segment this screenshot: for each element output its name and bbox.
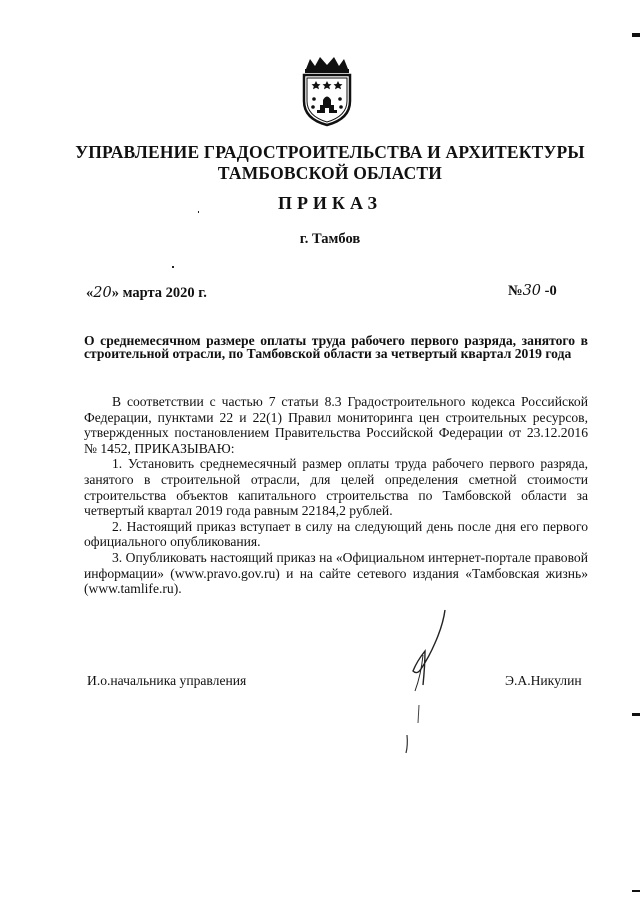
document-type: ПРИКАЗ bbox=[277, 193, 383, 213]
document-date bbox=[86, 285, 207, 302]
scan-speck bbox=[172, 266, 174, 268]
document-number bbox=[508, 283, 557, 300]
organization-name-line2: ТАМБОВСКОЙ ОБЛАСТИ bbox=[217, 163, 443, 183]
scan-speck bbox=[198, 211, 199, 213]
scan-edge-mark bbox=[632, 33, 640, 37]
date-open-quote: « bbox=[86, 285, 94, 301]
number-prefix: № bbox=[508, 283, 523, 299]
scan-edge-mark bbox=[632, 713, 640, 716]
handwritten-signature bbox=[395, 605, 455, 760]
document-subject: О среднемесячном размере оплаты труда рабочего первого разряда, занятого в строительной отрасли, по Тамбовской области за четвертый квартал 2019 года bbox=[84, 333, 588, 361]
paragraph-item-1: 1. Установить среднемесячный размер оплаты труда рабочего первого разряда, занятого в строительной отрасли, для целей определения сметной стоимости строительства объектов капитального строительства по Тамбовской области за четвертый квартал 2019 года равным 22184,2 рублей. bbox=[84, 456, 588, 519]
date-day-handwritten: 20 bbox=[93, 285, 112, 301]
signatory-position: И.о.начальника управления bbox=[87, 673, 247, 688]
paragraph-item-3: 3. Опубликовать настоящий приказ на «Официальном интернет-портале правовой информации» (www.pravo.gov.ru) и на сайте сетевого издания «Тамбовская жизнь» (www.tamlife.ru). bbox=[84, 549, 588, 597]
document-city: г. Тамбов bbox=[299, 231, 361, 247]
number-handwritten: 30 bbox=[522, 283, 542, 299]
coat-of-arms-icon bbox=[296, 55, 358, 127]
number-suffix: -0 bbox=[541, 283, 557, 299]
signatory-name: Э.А.Никулин bbox=[505, 673, 582, 688]
scan-edge-mark bbox=[632, 890, 640, 892]
date-month-year: » марта 2020 г. bbox=[111, 285, 207, 301]
paragraph-preamble: В соответствии с частью 7 статьи 8.3 Градостроительного кодекса Российской Федерации, пунктами 22 и 22(1) Правил мониторинга цен строительных ресурсов, утвержденных постановлением Правительства Российской Федерации от 23.12.2016 № 1452, ПРИКАЗЫВАЮ: bbox=[84, 394, 588, 456]
document-body bbox=[84, 394, 588, 597]
organization-name-line1: УПРАВЛЕНИЕ ГРАДОСТРОИТЕЛЬСТВА И АРХИТЕКТУРЫ bbox=[75, 142, 585, 162]
paragraph-item-2: 2. Настоящий приказ вступает в силу на следующий день после дня его первого официального опубликования. bbox=[84, 518, 588, 550]
